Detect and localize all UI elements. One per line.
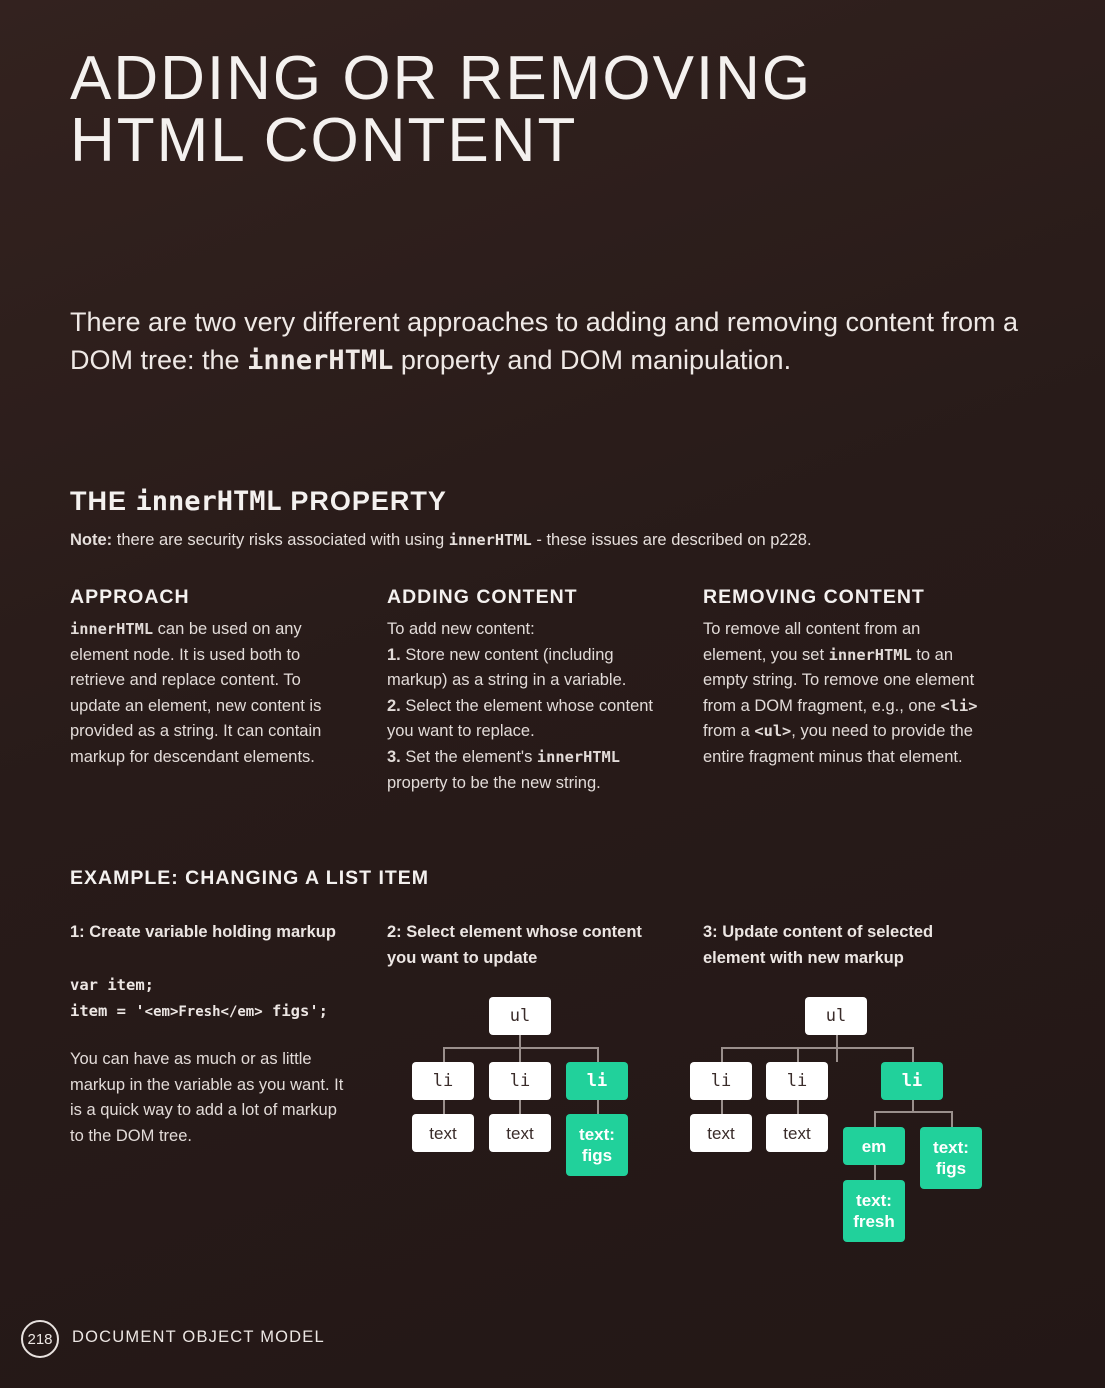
code-line-2-b: <em>Fresh</em> <box>144 1004 263 1020</box>
page-number: 218 <box>21 1320 59 1358</box>
tree2-li-node-2: li <box>489 1062 551 1100</box>
tree2-text-node-2: text <box>489 1114 551 1152</box>
adding-step-3-code: innerHTML <box>536 747 620 766</box>
intro-text-after: property and DOM manipulation. <box>393 345 792 375</box>
section-title-suffix: PROPERTY <box>281 486 447 516</box>
code-line-2 <box>70 998 328 1025</box>
title-line-2: HTML CONTENT <box>70 106 578 175</box>
removing-text <box>703 617 988 771</box>
tree2-text-node-1: text <box>412 1114 474 1152</box>
tree3-connector <box>797 1099 799 1115</box>
approach-code: innerHTML <box>70 620 154 638</box>
tree2-connector <box>443 1047 445 1062</box>
tree3-li-node-updated: li <box>881 1062 943 1100</box>
tree3-text-node-2: text <box>766 1114 828 1152</box>
adding-column <box>387 586 672 796</box>
chapter-label: DOCUMENT OBJECT MODEL <box>72 1328 325 1346</box>
intro-paragraph <box>70 303 1030 380</box>
note-text-before: there are security risks associated with using <box>112 531 449 549</box>
intro-code: innerHTML <box>247 345 394 376</box>
tree2-li-node-selected: li <box>566 1062 628 1100</box>
section-title-prefix: THE <box>70 486 136 516</box>
tree2-connector <box>519 1099 521 1115</box>
security-note <box>70 531 1070 550</box>
adding-intro: To add new content: <box>387 620 535 638</box>
step-1-text: You can have as much or as little markup in the variable as you want. It is a quick way to add a lot of markup to the DOM tree. <box>70 1050 344 1145</box>
tree3-text-figs-node <box>920 1127 982 1189</box>
adding-step-3-num: 3. <box>387 747 401 766</box>
adding-step-2-num: 2. <box>387 696 401 715</box>
adding-heading: ADDING CONTENT <box>387 586 578 608</box>
code-line-1: var item; <box>70 976 154 994</box>
approach-body: can be used on any element node. It is used both to retrieve and replace content. To update an element, new content is provided as a string. It can contain markup for descendant elements. <box>70 620 322 766</box>
tree3-li-node-1: li <box>690 1062 752 1100</box>
adding-step-2 <box>387 694 672 745</box>
tree3-connector <box>874 1111 952 1113</box>
tree2-connector <box>597 1047 599 1062</box>
tree3-text-fresh-node <box>843 1180 905 1242</box>
adding-step-1-text: Store new content (including markup) as a string in a variable. <box>387 645 627 690</box>
tree3-connector <box>874 1165 876 1181</box>
tree3-connector <box>951 1111 953 1127</box>
tree2-li-node-1: li <box>412 1062 474 1100</box>
tree3-li-node-2: li <box>766 1062 828 1100</box>
adding-step-3-before: Set the element's <box>400 747 537 766</box>
tree3-em-node: em <box>843 1127 905 1165</box>
code-example <box>70 972 328 1025</box>
title-line-1: ADDING OR REMOVING <box>70 44 813 113</box>
tree3-connector <box>721 1099 723 1115</box>
removing-ul-tag: <ul> <box>754 722 792 741</box>
tree2-connector <box>597 1099 599 1115</box>
tree3-text-figs-value: figs <box>935 1159 967 1178</box>
adding-step-1-num: 1. <box>387 645 401 664</box>
step-1-title: 1: Create variable holding markup <box>70 923 336 941</box>
step-2-title: 2: Select element whose content you want to update <box>387 923 642 967</box>
removing-text-1: To remove all content from an element, you set <box>703 620 921 664</box>
tree2-text-figs-value: figs <box>581 1146 613 1165</box>
tree2-ul-node: ul <box>489 997 551 1035</box>
tree3-text-fresh-label: text: <box>856 1191 892 1210</box>
note-text-after: - these issues are described on p228. <box>531 531 812 549</box>
removing-text-2: to an empty string. To remove one element from a DOM fragment, e.g., one <box>703 645 975 715</box>
tree2-text-figs-node <box>566 1114 628 1176</box>
removing-heading: REMOVING CONTENT <box>703 586 925 608</box>
adding-step-3 <box>387 745 672 796</box>
tree3-connector <box>721 1047 723 1062</box>
intro-text-before: There are two very different approaches to adding and removing content from a DOM tree: the <box>70 307 1019 375</box>
adding-step-2-text: Select the element whose content you want to replace. <box>387 696 654 741</box>
tree3-connector <box>797 1047 799 1062</box>
tree3-connector <box>912 1099 914 1111</box>
code-line-2-c: figs'; <box>262 1002 328 1020</box>
adding-step-3-after: property to be the new string. <box>387 773 601 792</box>
approach-column <box>70 586 355 771</box>
tree3-text-figs-label: text: <box>933 1138 969 1157</box>
page-title <box>70 44 970 175</box>
adding-text <box>387 617 672 796</box>
section-title-code: innerHTML <box>135 486 282 517</box>
note-code: innerHTML <box>448 531 532 549</box>
removing-column <box>703 586 988 771</box>
tree2-connector <box>443 1099 445 1115</box>
tree3-text-node-1: text <box>690 1114 752 1152</box>
tree3-text-fresh-value: fresh <box>853 1212 895 1231</box>
tree3-connector <box>874 1111 876 1127</box>
removing-text-3: from a <box>703 722 755 741</box>
adding-step-1 <box>387 643 672 694</box>
tree3-connector <box>721 1047 913 1049</box>
note-label: Note: <box>70 531 113 549</box>
removing-text-4: , you need to provide the entire fragment minus that element. <box>703 722 973 766</box>
removing-code: innerHTML <box>828 645 912 664</box>
approach-text <box>70 617 355 771</box>
approach-heading: APPROACH <box>70 586 190 608</box>
tree2-connector <box>443 1047 598 1049</box>
step-3-title: 3: Update content of selected element with new markup <box>703 923 934 967</box>
example-heading: EXAMPLE: CHANGING A LIST ITEM <box>70 867 430 889</box>
section-title <box>70 486 447 517</box>
tree3-connector <box>912 1047 914 1062</box>
tree2-text-figs-label: text: <box>579 1125 615 1144</box>
removing-li-tag: <li> <box>940 696 978 715</box>
tree3-ul-node: ul <box>805 997 867 1035</box>
code-line-2-a: item = ' <box>70 1002 145 1020</box>
